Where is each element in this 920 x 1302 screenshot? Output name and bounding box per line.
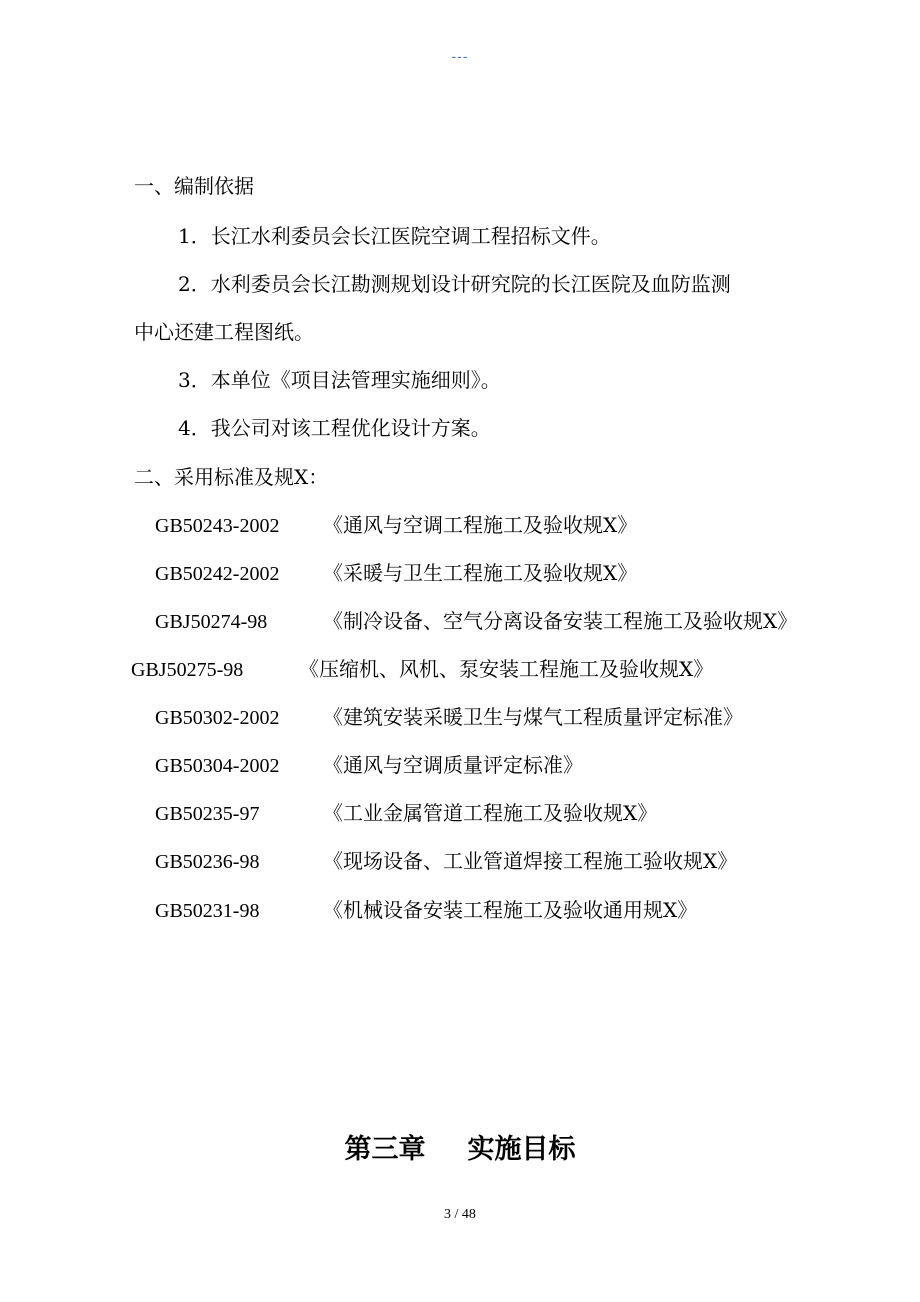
header-mark: --- [451, 48, 469, 64]
basis-item-3: 3．本单位《项目法管理实施细则》。 [178, 368, 501, 392]
basis-item-4: 4．我公司对该工程优化设计方案。 [178, 416, 491, 440]
standard-row [131, 655, 714, 684]
standard-row [155, 896, 698, 925]
chapter-number: 第三章 [344, 1134, 426, 1165]
standard-code: GB50235-97 [155, 803, 260, 825]
standard-row [155, 751, 583, 780]
standard-code: GB50236-98 [155, 851, 260, 873]
standard-code: GBJ50275-98 [131, 659, 244, 681]
chapter-title: 实施目标 [467, 1134, 576, 1165]
standard-row [155, 511, 638, 540]
standard-title: 《工业金属管道工程施工及验收规X》 [323, 801, 658, 825]
standard-code: GB50304-2002 [155, 755, 280, 777]
standard-code: GB50231-98 [155, 900, 260, 922]
standard-row [155, 703, 743, 732]
standard-title: 《制冷设备、空气分离设备安装工程施工及验收规X》 [323, 609, 798, 633]
standard-title: 《现场设备、工业管道焊接工程施工验收规X》 [323, 849, 738, 873]
standard-title: 《通风与空调质量评定标准》 [323, 753, 583, 777]
standard-row [155, 559, 638, 588]
standard-title: 《采暖与卫生工程施工及验收规X》 [323, 561, 638, 585]
basis-item-2-continued: 中心还建工程图纸。 [134, 320, 314, 344]
section-heading-basis: 一、编制依据 [134, 174, 254, 198]
standard-title: 《压缩机、风机、泵安装工程施工及验收规X》 [299, 657, 714, 681]
standard-row [155, 847, 738, 876]
standard-title: 《建筑安装采暖卫生与煤气工程质量评定标准》 [323, 705, 743, 729]
standard-row [155, 607, 798, 636]
page-number: 3 / 48 [444, 1207, 476, 1222]
standard-row [155, 799, 658, 828]
basis-item-2: 2．水利委员会长江勘测规划设计研究院的长江医院及血防监测 [178, 272, 731, 296]
section-heading-standards: 二、采用标准及规X： [134, 465, 329, 489]
standard-code: GB50242-2002 [155, 563, 280, 585]
basis-item-1: 1．长江水利委员会长江医院空调工程招标文件。 [178, 224, 611, 248]
chapter-heading [0, 1132, 920, 1168]
standard-title: 《通风与空调工程施工及验收规X》 [323, 513, 638, 537]
standard-code: GBJ50274-98 [155, 611, 268, 633]
standard-title: 《机械设备安装工程施工及验收通用规X》 [323, 898, 698, 922]
standard-code: GB50243-2002 [155, 515, 280, 537]
standard-code: GB50302-2002 [155, 707, 280, 729]
